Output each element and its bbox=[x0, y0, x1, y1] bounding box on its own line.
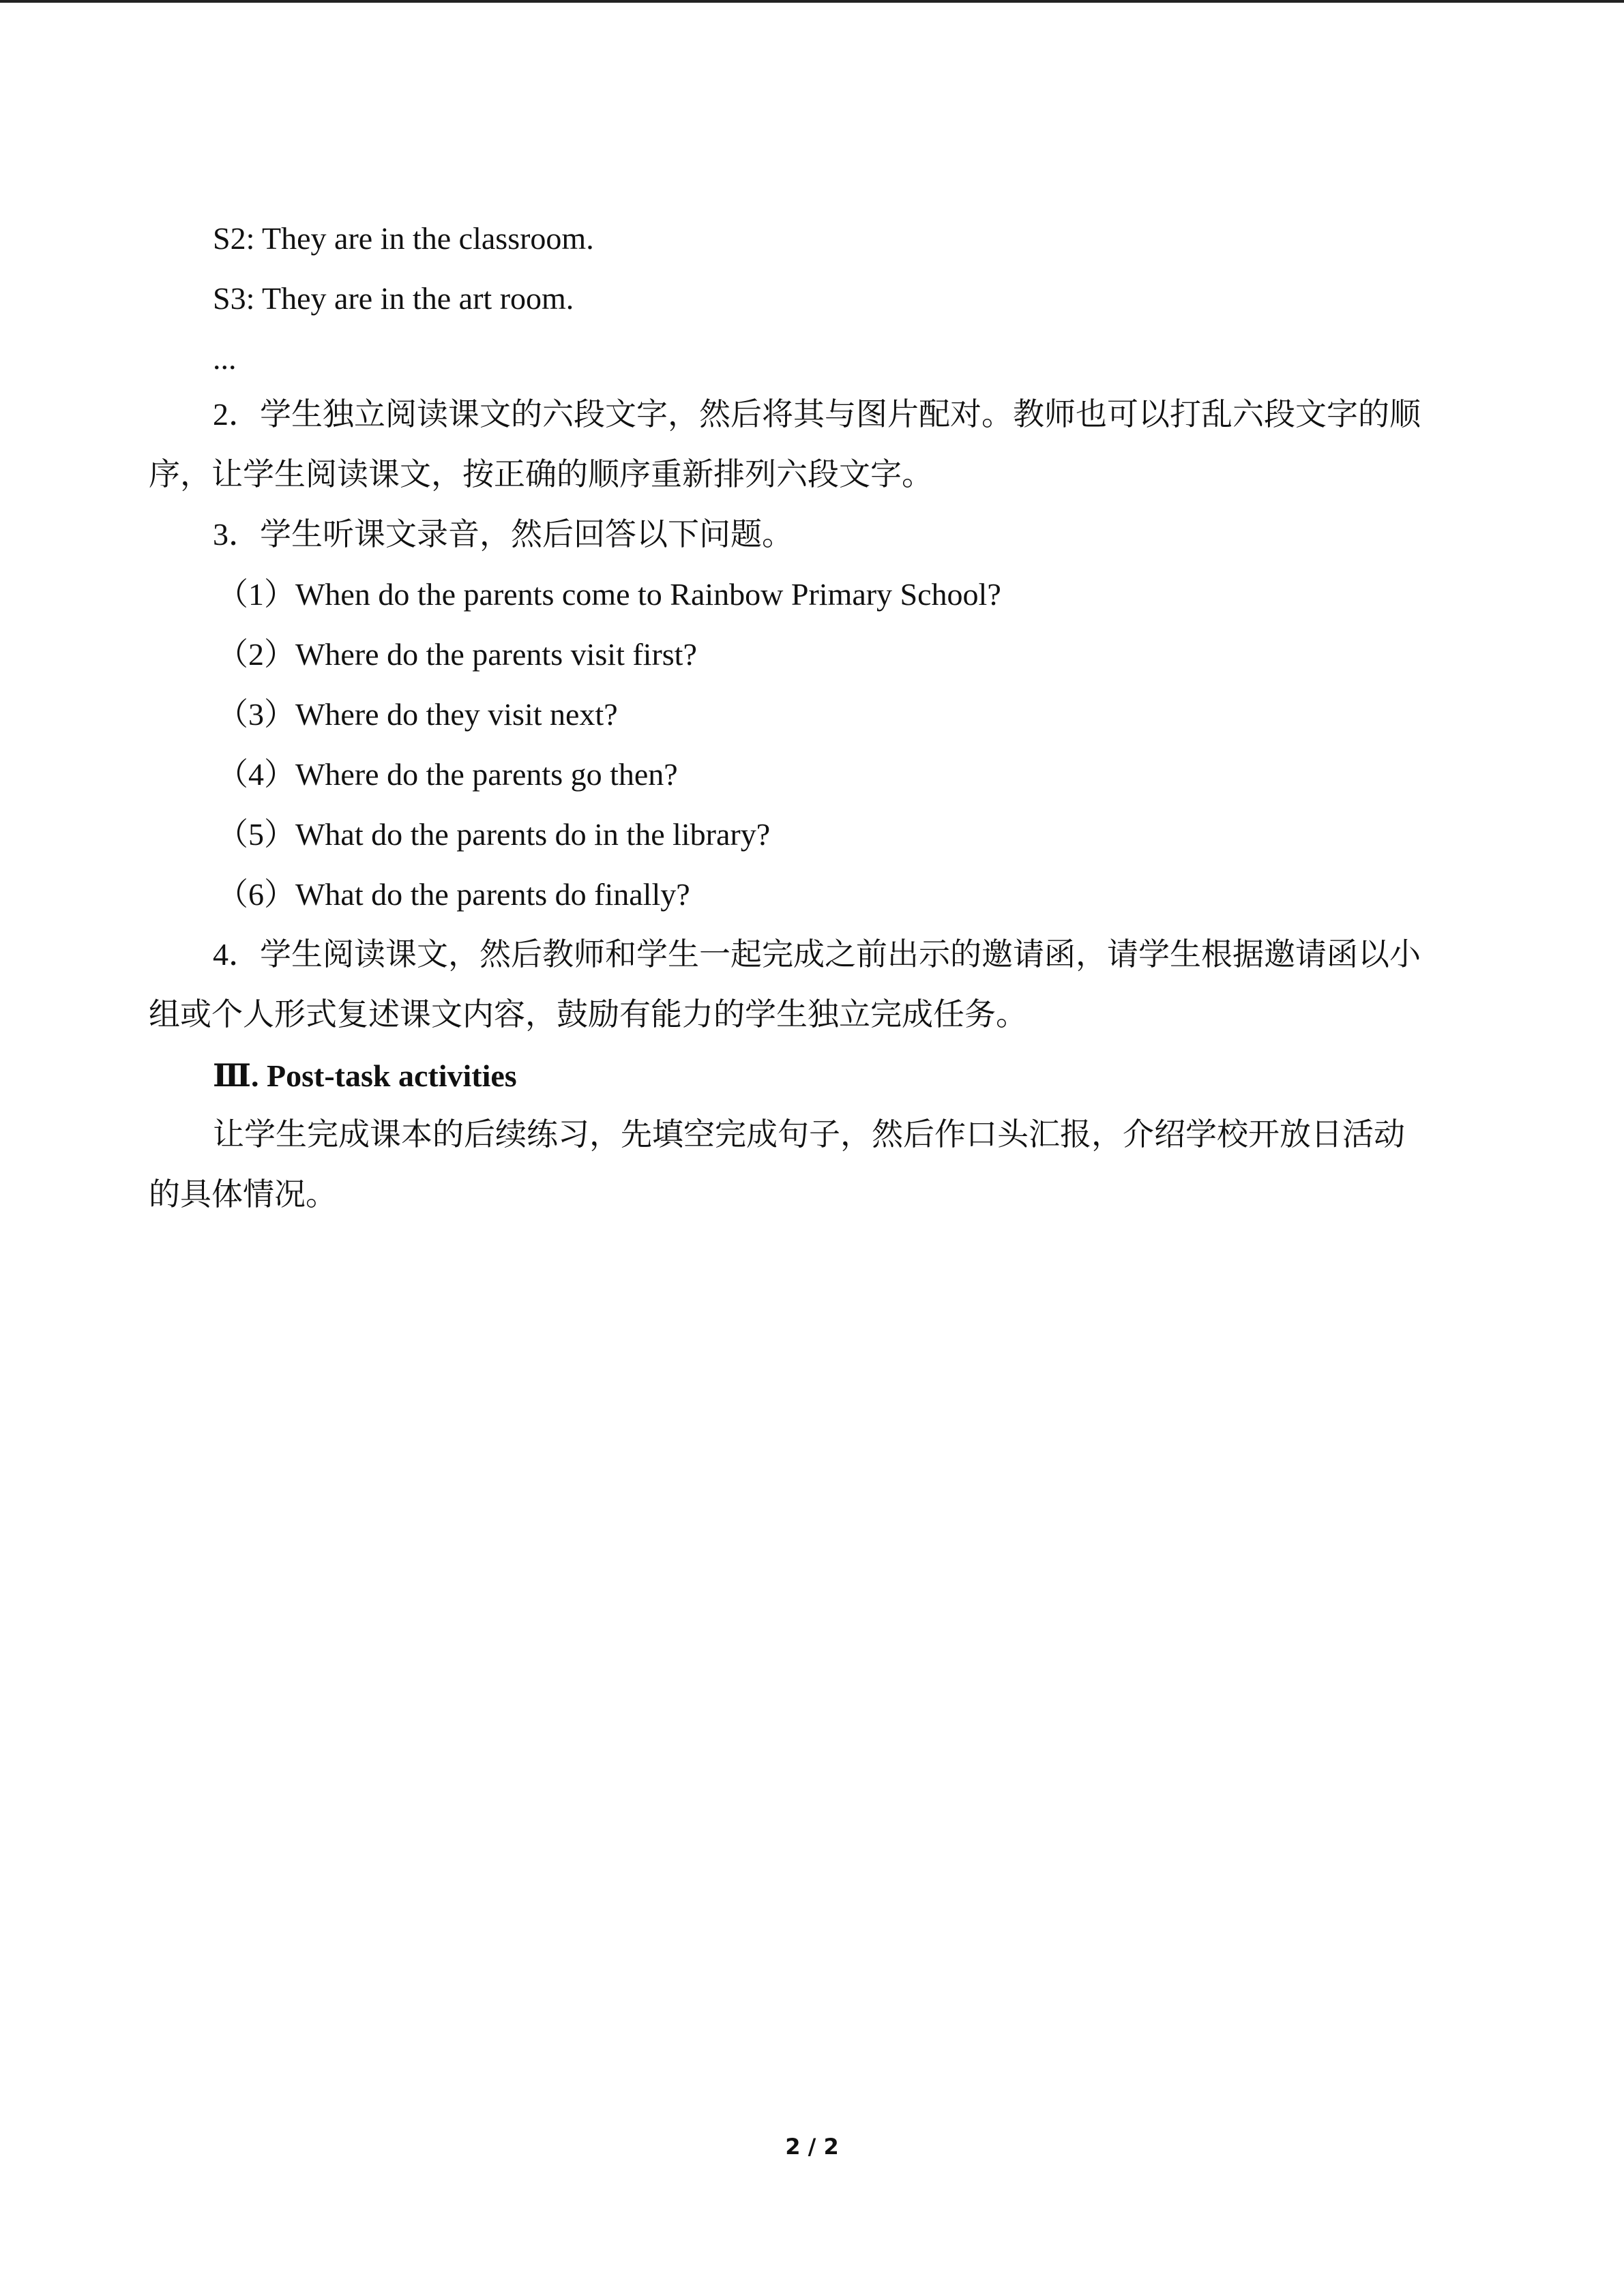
post-task-line-2: 的具体情况。 bbox=[149, 1177, 337, 1212]
question-4: （4）Where do the parents go then? bbox=[217, 757, 678, 792]
dialogue-line-s3: S3: They are in the art room. bbox=[213, 281, 574, 316]
question-2: （2）Where do the parents visit first? bbox=[217, 637, 697, 672]
question-6: （6）What do the parents do finally? bbox=[217, 877, 690, 912]
step-3-line: 3．学生听课文录音，然后回答以下问题。 bbox=[213, 517, 793, 552]
step-2-line-1: 2．学生独立阅读课文的六段文字，然后将其与图片配对。教师也可以打乱六段文字的顺 bbox=[213, 397, 1421, 432]
ellipsis-line: ... bbox=[213, 341, 237, 376]
page-number: 2 / 2 bbox=[785, 2134, 839, 2160]
question-5: （5）What do the parents do in the library? bbox=[217, 817, 771, 852]
step-2-line-2: 序，让学生阅读课文，按正确的顺序重新排列六段文字。 bbox=[149, 457, 933, 492]
question-1: （1）When do the parents come to Rainbow Primary School? bbox=[217, 577, 1001, 612]
question-3: （3）Where do they visit next? bbox=[217, 697, 618, 732]
step-4-line-1: 4．学生阅读课文，然后教师和学生一起完成之前出示的邀请函，请学生根据邀请函以小 bbox=[213, 937, 1421, 972]
section-heading-post-task: Ⅲ. Post-task activities bbox=[213, 1058, 517, 1093]
step-4-line-2: 组或个人形式复述课文内容，鼓励有能力的学生独立完成任务。 bbox=[149, 997, 1027, 1032]
post-task-line-1: 让学生完成课本的后续练习，先填空完成句子，然后作口头汇报，介绍学校开放日活动 bbox=[213, 1117, 1405, 1152]
dialogue-line-s2: S2: They are in the classroom. bbox=[213, 221, 594, 256]
